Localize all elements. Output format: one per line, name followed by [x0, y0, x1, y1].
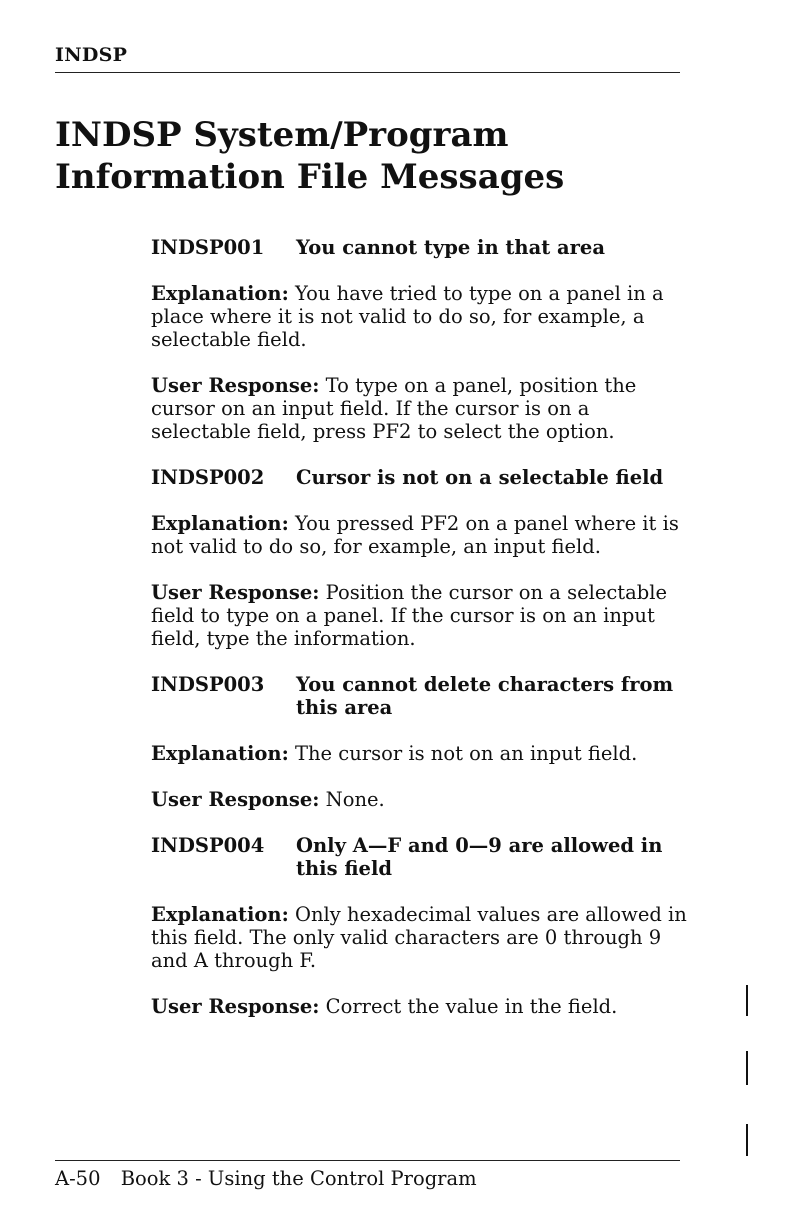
user-response-paragraph [151, 788, 691, 811]
running-head: INDSP [55, 44, 128, 66]
user-response-label: User Response: [151, 995, 320, 1018]
message-id: INDSP001 [151, 236, 265, 259]
message-id: INDSP004 [151, 834, 265, 857]
message-list [151, 236, 691, 1041]
explanation-paragraph [151, 903, 691, 972]
user-response-text: Correct the value in the field. [325, 995, 618, 1018]
book-title: Book 3 - Using the Control Program [120, 1167, 477, 1190]
explanation-paragraph [151, 282, 691, 351]
explanation-text: You have tried to type on a panel in a place where it is not valid to do so, for example, a selectable field. [151, 282, 664, 351]
user-response-label: User Response: [151, 581, 320, 604]
chapter-title-line-1: INDSP System/Program [55, 115, 509, 155]
footer-rule [55, 1160, 680, 1161]
message-entry [151, 236, 691, 443]
user-response-text: To type on a panel, position the cursor on an input field. If the cursor is on a selectable field, press PF2 to select the option. [151, 374, 637, 443]
explanation-text: The cursor is not on an input field. [294, 742, 638, 765]
explanation-paragraph [151, 742, 691, 765]
user-response-text: Position the cursor on a selectable field to type on a panel. If the cursor is on an input field, type the information. [151, 581, 668, 650]
page-footer [55, 1167, 477, 1190]
message-text: You cannot type in that area [296, 236, 605, 259]
message-id: INDSP003 [151, 673, 265, 696]
message-text: You cannot delete characters from this area [296, 673, 674, 719]
message-id: INDSP002 [151, 466, 265, 489]
user-response-paragraph [151, 374, 691, 443]
explanation-label: Explanation: [151, 512, 289, 535]
message-entry [151, 673, 691, 811]
message-text: Cursor is not on a selectable field [296, 466, 664, 489]
explanation-label: Explanation: [151, 903, 289, 926]
explanation-label: Explanation: [151, 282, 289, 305]
revision-bar [746, 1051, 748, 1085]
user-response-label: User Response: [151, 788, 320, 811]
revision-bar [746, 1124, 748, 1156]
user-response-label: User Response: [151, 374, 320, 397]
header-rule [55, 72, 680, 73]
user-response-paragraph [151, 581, 691, 650]
message-entry [151, 466, 691, 650]
explanation-label: Explanation: [151, 742, 289, 765]
explanation-text: You pressed PF2 on a panel where it is not valid to do so, for example, an input field. [151, 512, 679, 558]
chapter-title [55, 114, 695, 198]
message-heading [151, 834, 691, 880]
message-entry [151, 834, 691, 1018]
explanation-text: Only hexadecimal values are allowed in this field. The only valid characters are 0 through 9 and A through F. [151, 903, 687, 972]
user-response-paragraph [151, 995, 691, 1018]
chapter-title-line-2: Information File Messages [55, 157, 565, 197]
message-heading [151, 466, 691, 489]
user-response-text: None. [325, 788, 385, 811]
message-heading [151, 673, 691, 719]
page-number: A-50 [55, 1167, 101, 1190]
revision-bar [746, 985, 748, 1016]
message-text: Only A—F and 0—9 are allowed in this field [296, 834, 663, 880]
explanation-paragraph [151, 512, 691, 558]
message-heading [151, 236, 691, 259]
